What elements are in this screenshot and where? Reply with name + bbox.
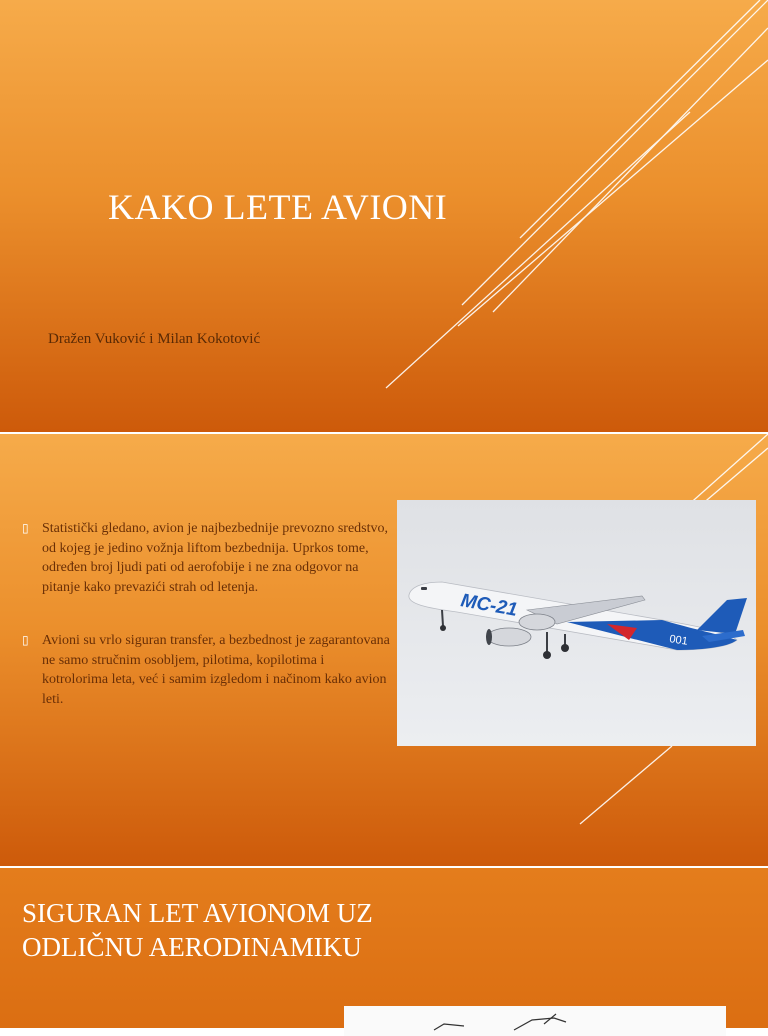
aerodynamics-diagram <box>344 1006 726 1036</box>
slide-subtitle-authors: Dražen Vuković i Milan Kokotović <box>48 331 261 347</box>
bullet-list <box>22 519 392 743</box>
bullet-text: Statistički gledano, avion je najbezbednije prevozno sredstvo, od kojeg je jedino vožnja liftom bezbednija. Uprkos tome, određen broj ljudi pati od aerofobije i ne zna odgovor na pitanje kako prevazići strah od letenja. <box>42 521 389 595</box>
registration-number: 001 <box>668 633 689 648</box>
airplane-photo <box>397 500 756 746</box>
bullet-text: Avioni su vrlo siguran transfer, a bezbednost je zagarantovana ne samo stručnim osobljem, pilotima, kopilotima i kotrolorima leta, već i samim izgledom i načinom kako avion leti. <box>42 633 390 707</box>
bullet-marker-icon: ▯ <box>22 521 29 535</box>
bullet-item <box>22 631 392 709</box>
slide-title: KAKO LETE AVIONI <box>108 187 448 227</box>
fuselage-lettering: MC-21 <box>459 590 519 621</box>
bullet-marker-icon: ▯ <box>22 633 29 647</box>
bullet-item <box>22 519 392 597</box>
title-slide <box>0 0 768 432</box>
section-title: SIGURAN LET AVIONOM UZ ODLIČNU AERODINAMIKU <box>22 898 373 962</box>
